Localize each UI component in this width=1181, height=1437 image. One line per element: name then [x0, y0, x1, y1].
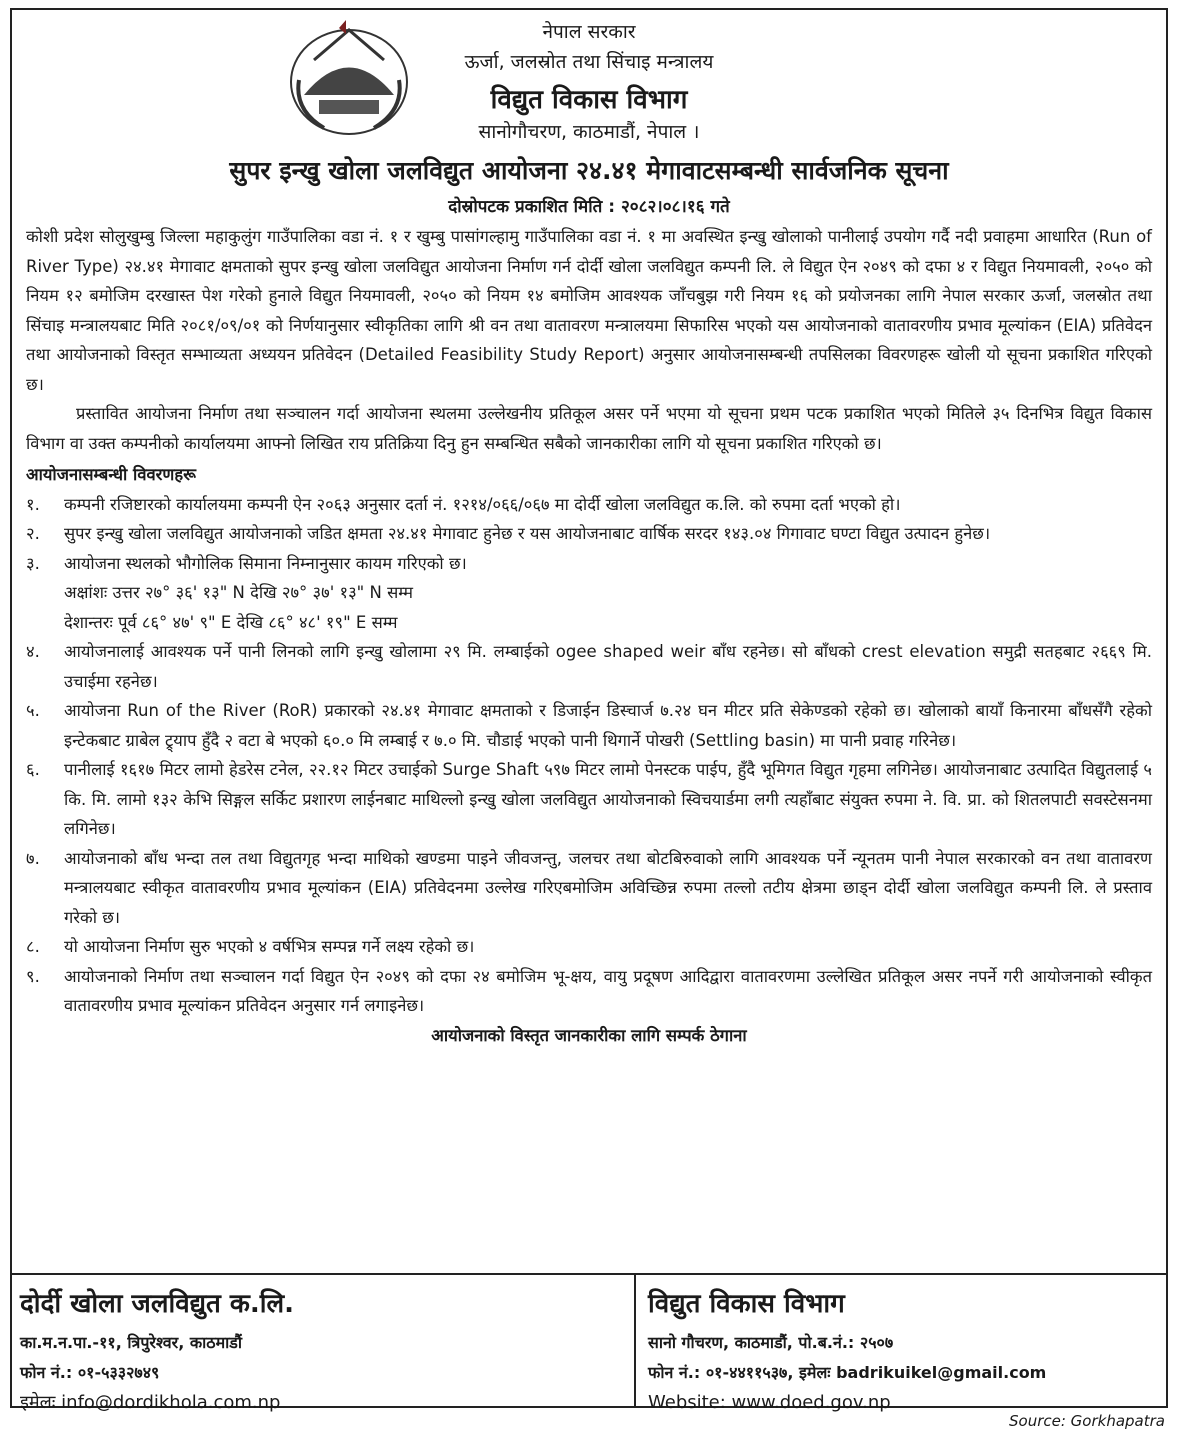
item-text: कम्पनी रजिष्टारको कार्यालयमा कम्पनी ऐन २०६३ अनुसार दर्ता नं. १२१४/०६६/०६७ मा दोर्दी खोला जलविद्युत क.लि. को रुपमा दर्ता भएको हो। — [64, 494, 901, 514]
item-text: आयोजनाको निर्माण तथा सञ्चालन गर्दा विद्युत ऐन २०४९ को दफा २४ बमोजिम भू-क्षय, वायु प्रदूषण आदिद्वारा वातावरणमा उल्लेखित प्रतिकूल असर नपर्ने गरी आयोजनाको स्वीकृत वातावरणीय प्रभाव मूल्यांकन प्रतिवेदन अनुसार गर्न लगाइनेछ। — [64, 966, 1152, 1015]
list-item — [26, 637, 1152, 696]
item-number: ८. — [26, 937, 40, 956]
item-number: ७. — [26, 848, 40, 868]
item-text: आयोजना Run of the River (RoR) प्रकारको २४.४१ मेगावाट क्षमताको र डिजाईन डिस्चार्ज ७.२४ घन मीटर प्रति सेकेण्डको रहेको छ। खोलाको बायाँ किनारमा बाँधसँगै रहेको इन्टेकबाट ग्राबेल ट्र्याप हुँदै २ वटा बे भएको ६०.० मि लम्बाई र ७.० मि. चौडाई भएको पानी थिगार्ने पोखरी (Settling basin) मा पानी प्रवाह गरिनेछ। — [64, 701, 1152, 750]
list-item — [26, 844, 1152, 933]
item-number: १. — [26, 494, 40, 514]
item-number: ९. — [26, 966, 40, 986]
company-address: का.म.न.पा.-११, त्रिपुरेश्वर, काठमाडौं — [20, 1333, 242, 1352]
list-item — [26, 549, 1152, 579]
company-email[interactable]: इमेलः info@dordikhola.com.np — [20, 1392, 281, 1413]
details-heading: आयोजनासम्बन्धी विवरणहरू — [26, 465, 196, 484]
list-item — [26, 490, 1152, 520]
publish-date: दोस्रोपटक प्रकाशित मिति : २०८२।०८।१६ गते — [448, 197, 730, 217]
notice-body — [26, 222, 1152, 1050]
item-text: पानीलाई १६१७ मिटर लामो हेडरेस टनेल, २२.१२ मिटर उचाईको Surge Shaft ५९७ मिटर लामो पेनस्टक पाईप, हुँदै भूमिगत विद्युत गृहमा लगिनेछ। आयोजनाबाट उत्पादित विद्युतलाई ५ कि. मि. लामो १३२ केभि सिङ्गल सर्किट प्रशारण लाईनबाट माथिल्लो इन्खु खोला जलविद्युत आयोजनाको स्विचयार्डमा लगी त्यहाँबाट संयुक्त रुपमा ने. वि. प्रा. को शितलपाटी सवस्टेसनमा लगिनेछ। — [64, 760, 1152, 838]
list-item — [26, 962, 1152, 1021]
header-address: सानोगौचरण, काठमाडौं, नेपाल । — [478, 121, 700, 143]
item-number: २. — [26, 524, 40, 543]
item-text: यो आयोजना निर्माण सुरु भएको ४ वर्षभित्र सम्पन्न गर्ने लक्ष्य रहेको छ। — [64, 937, 475, 956]
objection-paragraph: प्रस्तावित आयोजना निर्माण तथा सञ्चालन गर्दा आयोजना स्थलमा उल्लेखनीय प्रतिकूल असर पर्ने भएमा यो सूचना प्रथम पटक प्रकाशित भएको मितिले ३५ दिनभित्र विद्युत विकास विभाग वा उक्त कम्पनीको कार्यालयमा आफ्नो लिखित राय प्रतिक्रिया दिनु हुन सम्बन्धित सबैको जानकारीका लागि यो सूचना प्रकाशित गरिएको छ। — [26, 404, 1152, 453]
contact-department — [648, 1278, 1168, 1418]
company-phone: फोन नं.: ०१-५३३२७४९ — [20, 1363, 160, 1382]
company-name: दोर्दी खोला जलविद्युत क.लि. — [20, 1289, 294, 1319]
department-name: विद्युत विकास विभाग — [648, 1289, 845, 1319]
list-item — [26, 519, 1152, 549]
header-ministry: ऊर्जा, जलस्रोत तथा सिंचाइ मन्त्रालय — [464, 51, 714, 73]
footer-divider — [12, 1273, 1166, 1275]
contact-heading: आयोजनाको विस्तृत जानकारीका लागि सम्पर्क ठेगाना — [431, 1025, 747, 1045]
item-number: ५. — [26, 701, 40, 720]
item-number: ३. — [26, 553, 40, 573]
item-text: सुपर इन्खु खोला जलविद्युत आयोजनाको जडित क्षमता २४.४१ मेगावाट हुनेछ र यस आयोजनाबाट वार्षिक सरदर १४३.०४ गिगावाट घण्टा विद्युत उत्पादन हुनेछ। — [64, 524, 991, 543]
item-number: ६. — [26, 760, 40, 779]
list-item — [26, 755, 1152, 844]
item-text: आयोजना स्थलको भौगोलिक सिमाना निम्नानुसार कायम गरिएको छ। — [64, 553, 467, 573]
source-credit: Source: Gorkhapatra — [1009, 1412, 1165, 1430]
list-item — [26, 932, 1152, 962]
contact-company — [20, 1278, 620, 1418]
notice-title: सुपर इन्खु खोला जलविद्युत आयोजना २४.४१ मेगावाटसम्बन्धी सार्वजनिक सूचना — [229, 156, 949, 185]
department-website[interactable]: Website: www.doed.gov.np — [648, 1392, 891, 1413]
intro-paragraph: कोशी प्रदेश सोलुखुम्बु जिल्ला महाकुलुंग गाउँपालिका वडा नं. १ र खुम्बु पासांगल्हामु गाउँपालिका वडा नं. १ मा अवस्थित इन्खु खोलाको पानीलाई उपयोग गर्दै नदी प्रवाहमा आधारित (Run of River Type) २४.४१ मेगावाट क्षमताको सुपर इन्खु खोला जलविद्युत आयोजना निर्माण गर्न दोर्दी खोला जलविद्युत कम्पनी लि. ले विद्युत ऐन २०४९ को दफा ४ र विद्युत नियमावली, २०५० को नियम १२ बमोजिम दरखास्त पेश गरेको हुनाले विद्युत नियमावली, २०५० को नियम १४ बमोजिम आवश्यक जाँचबुझ गरी नियम १६ को प्रयोजनका लागि नेपाल सरकार ऊर्जा, जलस्रोत तथा सिंचाइ मन्त्रालयबाट मिति २०८१/०९/०१ को निर्णयानुसार स्वीकृतिका लागि श्री वन तथा वातावरण मन्त्रालयमा सिफारिस भएको यस आयोजनाको वातावरणीय प्रभाव मूल्यांकन (EIA) प्रतिवेदन तथा आयोजनाको विस्तृत सम्भाव्यता अध्ययन प्रतिवेदन (Detailed Feasibility Study Report) अनुसार आयोजनासम्बन्धी तपसिलका विवरणहरू खोली यो सूचना प्रकाशित गरिएको छ। — [26, 227, 1152, 394]
header-department: विद्युत विकास विभाग — [490, 85, 688, 115]
longitude-line: देशान्तरः पूर्व ८६° ४७' ९" E देखि ८६° ४८' १९" E सम्म — [64, 612, 398, 632]
latitude-line: अक्षांशः उत्तर २७° ३६' १३" N देखि २७° ३७' १३" N सम्म — [64, 583, 414, 602]
header-government: नेपाल सरकार — [542, 21, 636, 43]
item-number: ४. — [26, 642, 40, 661]
item-text: आयोजनालाई आवश्यक पर्ने पानी लिनको लागि इन्खु खोलामा २९ मि. लम्बाईको ogee shaped weir बाँध रहनेछ। सो बाँधको crest elevation समुद्री सतहबाट २६६९ मि. उचाईमा रहनेछ। — [64, 642, 1152, 691]
item-text: आयोजनाको बाँध भन्दा तल तथा विद्युतगृह भन्दा माथिको खण्डमा पाइने जीवजन्तु, जलचर तथा बोटबिरुवाको लागि आवश्यक पर्ने न्यूनतम पानी नेपाल सरकारको वन तथा वातावरण मन्त्रालयबाट स्वीकृत वातावरणीय प्रभाव मूल्यांकन (EIA) प्रतिवेदनमा उल्लेख गरिएबमोजिम अविच्छिन्न रुपमा तल्लो तटीय क्षेत्रमा छाड्न दोर्दी खोला जलविद्युत कम्पनी लि. ले प्रस्ताव गरेको छ। — [64, 848, 1152, 927]
department-phone-email[interactable]: फोन नं.: ०१-४४११५३७, इमेलः badrikuikel@gmail.com — [648, 1363, 1047, 1382]
department-address: सानो गौचरण, काठमाडौं, पो.ब.नं.: २५०७ — [648, 1333, 894, 1352]
footer-column-divider — [634, 1273, 636, 1408]
list-item — [26, 696, 1152, 755]
notice-frame — [10, 8, 1168, 1413]
